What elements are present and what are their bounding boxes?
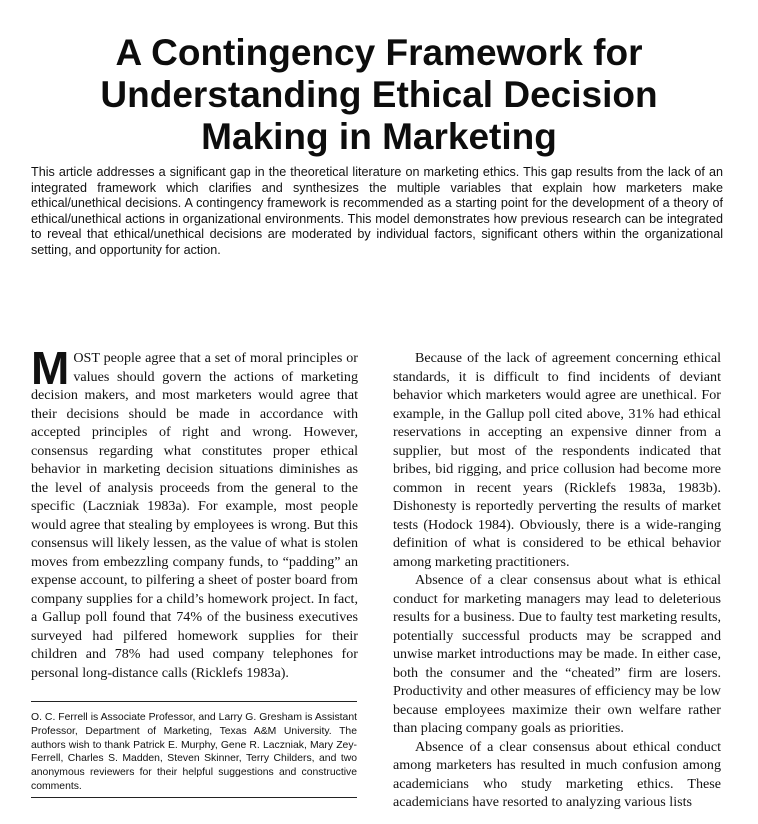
article-title [30,32,728,158]
body-paragraph: Absence of a clear consensus about what is ethical conduct for marketing managers may lead to deleterious results for a business. Due to faulty test marketing results, potentially successful products may be scrapped and unwise market introductions may be made. In either case, both the consumer and the “cheated” firm are losers. Productivity and other measures of efficiency may be low because employees maximize their own welfare rather than placing company goals as priorities. [393,572,721,736]
abstract: This article addresses a significant gap in the theoretical literature on marketing ethics. This gap results from the lack of an integrated framework which clarifies and synthesizes the multiple variables that explain how marketers make ethical/unethical decisions. A contingency framework is recommended as a starting point for the development of a theory of ethical/unethical actions in organizational environments. This model demonstrates how previous research can be integrated to reveal that ethical/unethical decisions are moderated by individual factors, significant others within the organizational setting, and opportunity for action. [31,165,723,257]
left-column [31,342,358,682]
drop-cap: M [31,342,70,394]
body-paragraph: Absence of a clear consensus about ethical conduct among marketers has resulted in much confusion among academicians who study marketing ethics. These academicians have resorted to analyzing various lists [393,738,721,810]
author-footnote: O. C. Ferrell is Associate Professor, and Larry G. Gresham is Assistant Professor, Department of Marketing, Texas A&M University. The authors wish to thank Patrick E. Murphy, Gene R. Laczniak, Mary Zey-Ferrell, Charles S. Madden, Steven Skinner, Terry Childers, and two anonymous reviewers for their helpful suggestions and constructive comments. [31,712,357,792]
title-line: A Contingency Framework for [115,32,643,73]
intro-paragraph-text: OST people agree that a set of moral principles or values should govern the actions of marketing decision makers, and most marketers would agree that their decisions should be made in accordance with accepted principles of right and wrong. However, consensus regarding what constitutes proper ethical behavior in marketing decision situations diminishes as the level of analysis proceeds from the general to the specific (Laczniak 1983a). For example, most people would agree that stealing by employees is wrong. But this consensus will likely lessen, as the value of what is stolen moves from embezzling company funds, to “padding” an expense account, to pilfering a sheet of poster board from company supplies for a child’s homework project. In fact, a Gallup poll found that 74% of the business executives surveyed had pilfered homework supplies for their children and 78% had used company telephones for personal long-distance calls (Ricklefs 1983a). [31,350,358,681]
footnote-rule-top [31,701,357,702]
right-column [393,349,721,812]
intro-paragraph [31,342,358,682]
title-line: Understanding Ethical Decision [100,74,658,115]
title-line: Making in Marketing [201,116,557,157]
footnote-rule-bottom [31,797,357,798]
body-paragraph: Because of the lack of agreement concerning ethical standards, it is difficult to find incidents of deviant behavior which marketers would agree are unethical. For example, in the Gallup poll cited above, 31% had ethical reservations in accepting an expensive dinner from a supplier, but most of the respondents indicated that bribes, bid rigging, and price collusion had become more common in recent years (Ricklefs 1983a, 1983b). Dishonesty is reportedly perverting the results of market tests (Hodock 1984). Obviously, there is a wide-ranging definition of what is considered to be ethical behavior among marketing practitioners. [393,350,721,570]
